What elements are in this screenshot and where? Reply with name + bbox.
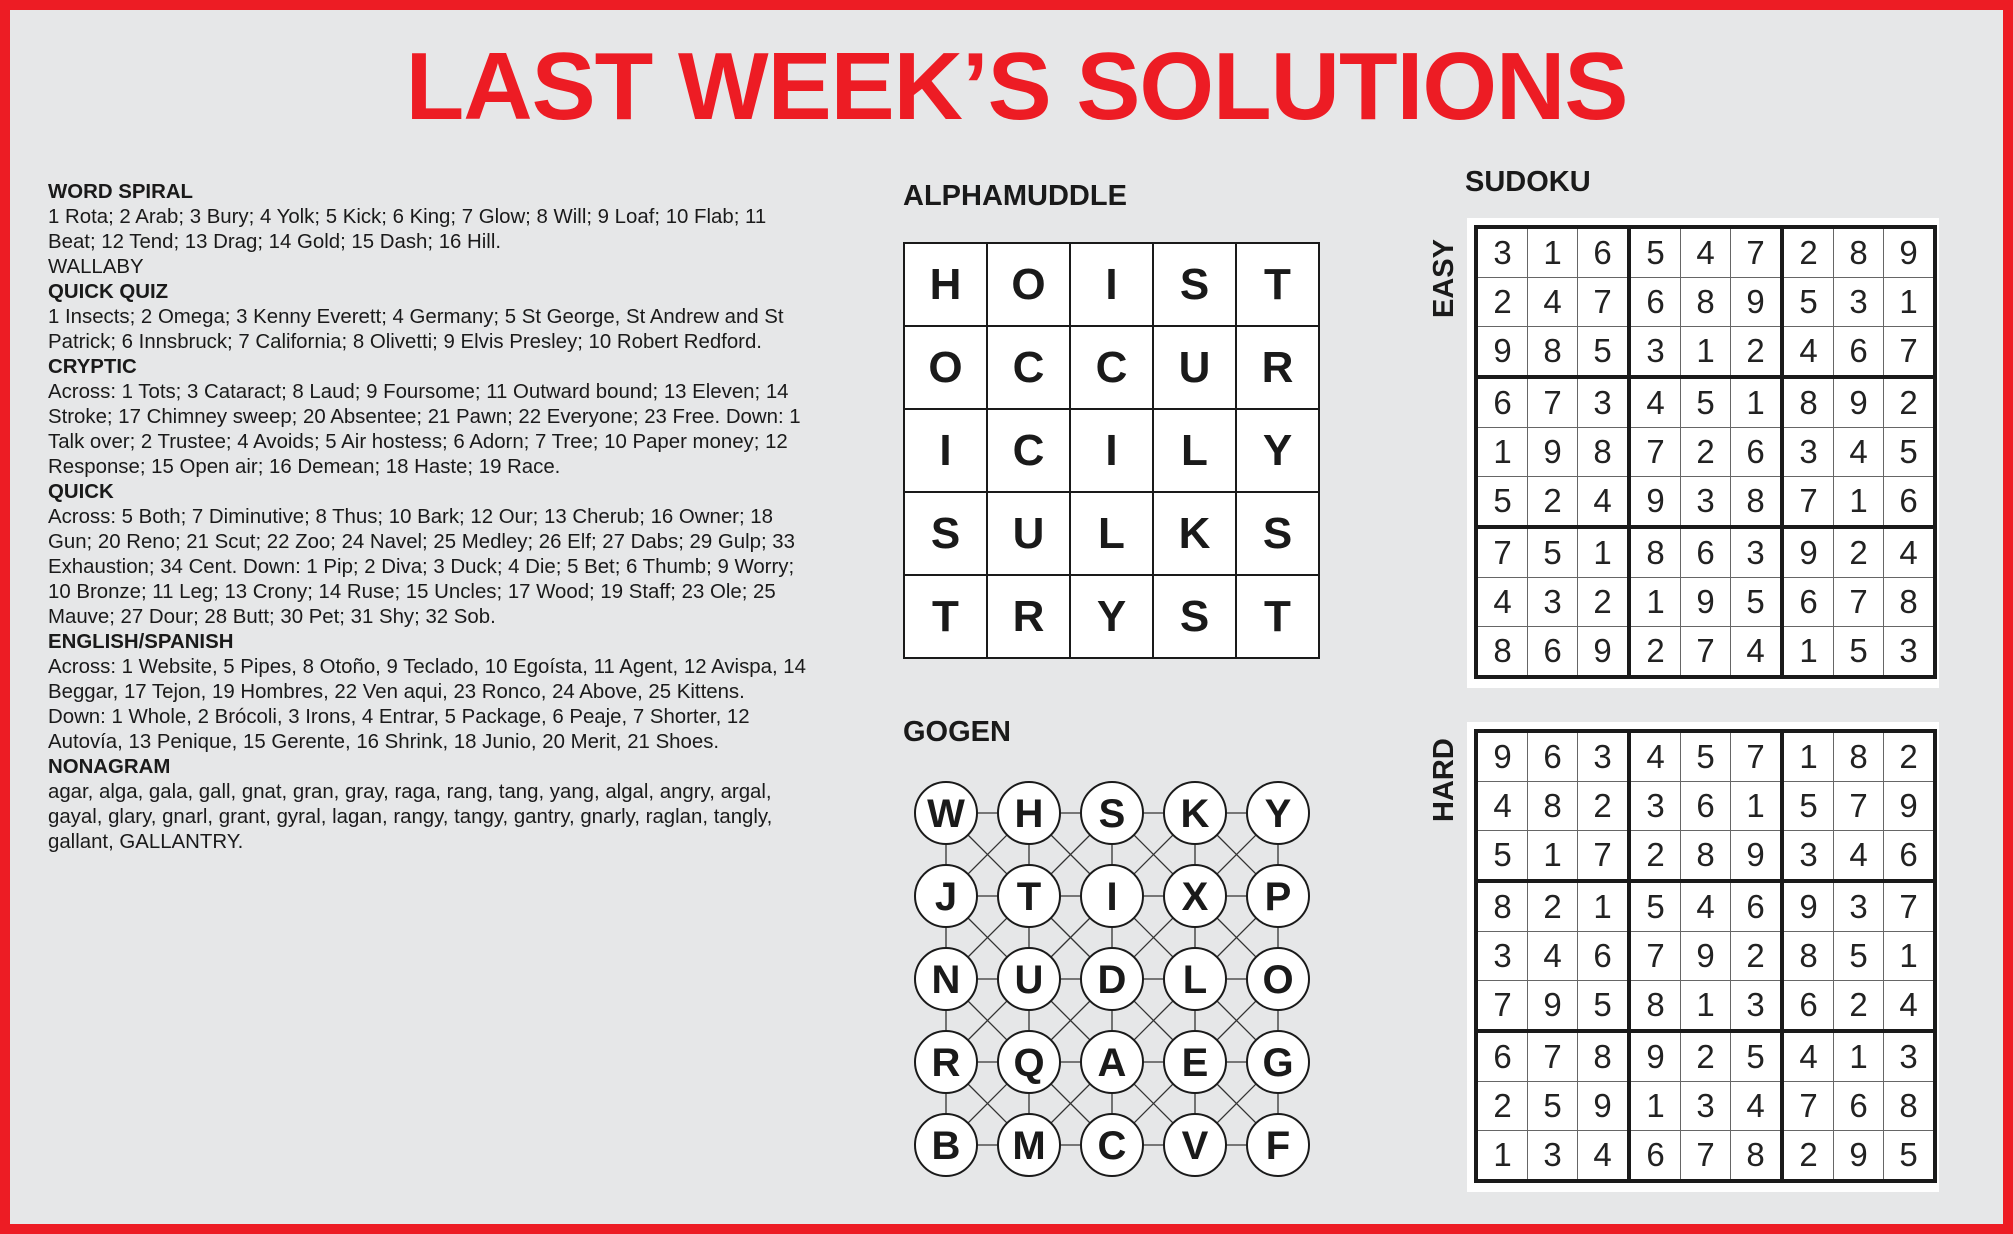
sudoku-easy-cell: 1	[1629, 578, 1681, 627]
sudoku-easy-cell: 1	[1782, 627, 1834, 678]
sudoku-hard-cell: 5	[1681, 731, 1731, 782]
sudoku-hard-cell: 7	[1782, 1082, 1834, 1131]
alphamuddle-row	[904, 492, 1319, 575]
sudoku-hard-cell: 9	[1528, 981, 1578, 1032]
sudoku-easy-cell: 3	[1629, 327, 1681, 378]
gogen-node	[915, 865, 977, 927]
sudoku-easy-cell: 4	[1884, 527, 1936, 578]
sudoku-easy-cell: 8	[1578, 428, 1630, 477]
section-text: 1 Insects; 2 Omega; 3 Kenny Everett; 4 Germany; 5 St George, St Andrew and St Patrick; 6 Innsbruck; 7 California; 8 Olivetti; 9 Elvis Presley; 10 Robert Redford.	[48, 306, 784, 353]
sudoku-easy-cell: 5	[1834, 627, 1884, 678]
gogen-letter: I	[1106, 875, 1118, 919]
alphamuddle-cell: I	[904, 409, 987, 492]
sudoku-hard-cell: 2	[1476, 1082, 1528, 1131]
gogen-letter: E	[1181, 1041, 1209, 1085]
clue-solutions	[48, 180, 808, 855]
sudoku-hard-cell: 2	[1884, 731, 1936, 782]
sudoku-hard-cell: 7	[1834, 782, 1884, 831]
sudoku-easy-cell: 4	[1731, 627, 1783, 678]
sudoku-easy-cell: 9	[1681, 578, 1731, 627]
alphamuddle-row	[904, 575, 1319, 658]
sudoku-easy-cell: 8	[1731, 477, 1783, 528]
sudoku-hard-cell: 6	[1834, 1082, 1884, 1131]
sudoku-hard-cell: 6	[1578, 932, 1630, 981]
sudoku-hard-row	[1476, 782, 1935, 831]
sudoku-easy-cell: 8	[1782, 377, 1834, 428]
sudoku-easy-row	[1476, 627, 1935, 678]
sudoku-hard-cell: 2	[1528, 881, 1578, 932]
gogen-node	[1164, 1031, 1226, 1093]
sudoku-hard-cell: 6	[1629, 1131, 1681, 1182]
section-heading: NONAGRAM	[48, 756, 171, 778]
sudoku-hard-cell: 9	[1476, 731, 1528, 782]
sudoku-easy-cell: 3	[1681, 477, 1731, 528]
gogen-letter: G	[1262, 1041, 1294, 1085]
alphamuddle-cell: R	[987, 575, 1070, 658]
sudoku-hard-label: HARD	[1428, 738, 1460, 822]
sudoku-hard-cell: 6	[1782, 981, 1834, 1032]
gogen-letter: C	[1097, 1124, 1127, 1168]
sudoku-hard-cell: 8	[1476, 881, 1528, 932]
gogen-node	[1247, 948, 1309, 1010]
sudoku-easy-cell: 5	[1782, 278, 1834, 327]
gogen-node	[915, 782, 977, 844]
sudoku-easy-cell: 8	[1629, 527, 1681, 578]
alphamuddle-cell: S	[1153, 243, 1236, 326]
sudoku-easy-cell: 1	[1528, 227, 1578, 278]
sudoku-easy-cell: 2	[1578, 578, 1630, 627]
sudoku-hard-cell: 1	[1629, 1082, 1681, 1131]
section-text: Across: 1 Website, 5 Pipes, 8 Otoño, 9 Teclado, 10 Egoísta, 11 Agent, 12 Avispa, 14 Beggar, 17 Tejon, 19 Hombres, 22 Ven aqui, 23 Ronco, 24 Above, 25 Kittens. Down: 1 Whole, 2 Brócoli, 3 Irons, 4 Entrar, 5 Package, 6 Peaje, 7 Shorter, 12 Autovía, 13 Penique, 15 Gerente, 16 Shrink, 18 Junio, 20 Merit, 21 Shoes.	[48, 656, 806, 753]
sudoku-easy-cell: 9	[1578, 627, 1630, 678]
sudoku-hard-cell: 5	[1578, 981, 1630, 1032]
sudoku-easy-cell: 3	[1476, 227, 1528, 278]
sudoku-easy-cell: 5	[1681, 377, 1731, 428]
sudoku-hard-cell: 9	[1681, 932, 1731, 981]
sudoku-easy-cell: 3	[1834, 278, 1884, 327]
sudoku-easy-cell: 8	[1681, 278, 1731, 327]
sudoku-easy-row	[1476, 278, 1935, 327]
sudoku-hard-cell: 7	[1681, 1131, 1731, 1182]
sudoku-hard-cell: 3	[1528, 1131, 1578, 1182]
gogen-letter: R	[931, 1041, 961, 1085]
sudoku-easy-cell: 7	[1884, 327, 1936, 378]
gogen-letter: O	[1262, 958, 1294, 1002]
sudoku-easy-row	[1476, 477, 1935, 528]
sudoku-hard-panel	[1467, 722, 1939, 1192]
sudoku-easy-cell: 3	[1578, 377, 1630, 428]
alphamuddle-row	[904, 326, 1319, 409]
sudoku-easy-label: EASY	[1428, 239, 1460, 318]
sudoku-easy-row	[1476, 327, 1935, 378]
alphamuddle-cell: H	[904, 243, 987, 326]
gogen-node	[1247, 1114, 1309, 1176]
gogen-letter: F	[1265, 1124, 1291, 1168]
sudoku-easy-cell: 5	[1476, 477, 1528, 528]
section-text: Across: 5 Both; 7 Diminutive; 8 Thus; 10 Bark; 12 Our; 13 Cherub; 16 Owner; 18 Gun; 20 Reno; 21 Scut; 22 Zoo; 24 Navel; 25 Medley; 26 Elf; 27 Dabs; 29 Gulp; 33 Exhaustion; 34 Cent. Down: 1 Pip; 2 Diva; 3 Duck; 4 Die; 5 Bet; 6 Thumb; 9 Worry; 10 Bronze; 11 Leg; 13 Crony; 14 Ruse; 15 Uncles; 17 Wood; 19 Staff; 23 Ole; 25 Mauve; 27 Dour; 28 Butt; 30 Pet; 31 Shy; 32 Sob.	[48, 506, 795, 628]
sudoku-hard-cell: 7	[1578, 831, 1630, 882]
section-text: agar, alga, gala, gall, gnat, gran, gray, raga, rang, tang, yang, algal, angry, argal, gayal, glary, gnarl, grant, gyral, lagan, rangy, tangy, gantry, gnarly, raglan, tangly, gallant, GALLANTRY.	[48, 781, 773, 853]
sudoku-hard-cell: 8	[1629, 981, 1681, 1032]
alphamuddle-cell: S	[1236, 492, 1319, 575]
sudoku-hard-cell: 1	[1476, 1131, 1528, 1182]
sudoku-hard-cell: 3	[1834, 881, 1884, 932]
sudoku-hard-cell: 6	[1681, 782, 1731, 831]
alphamuddle-cell: I	[1070, 243, 1153, 326]
sudoku-easy-cell: 7	[1629, 428, 1681, 477]
sudoku-hard-cell: 4	[1578, 1131, 1630, 1182]
sudoku-hard-cell: 8	[1681, 831, 1731, 882]
sudoku-hard-cell: 8	[1731, 1131, 1783, 1182]
sudoku-easy-cell: 7	[1731, 227, 1783, 278]
gogen-letter: X	[1181, 875, 1209, 919]
sudoku-easy-cell: 7	[1681, 627, 1731, 678]
section-heading: QUICK	[48, 481, 114, 503]
sudoku-easy-cell: 6	[1782, 578, 1834, 627]
gogen-letter: L	[1182, 958, 1208, 1002]
sudoku-easy-cell: 9	[1528, 428, 1578, 477]
sudoku-easy-cell: 5	[1629, 227, 1681, 278]
gogen-letter: A	[1097, 1041, 1127, 1085]
sudoku-hard-grid	[1474, 729, 1937, 1183]
sudoku-hard-cell: 7	[1528, 1031, 1578, 1082]
sudoku-easy-cell: 4	[1681, 227, 1731, 278]
alphamuddle-cell: U	[1153, 326, 1236, 409]
sudoku-easy-cell: 2	[1629, 627, 1681, 678]
sudoku-hard-cell: 6	[1476, 1031, 1528, 1082]
sudoku-hard-cell: 9	[1731, 831, 1783, 882]
sudoku-hard-row	[1476, 981, 1935, 1032]
sudoku-easy-cell: 9	[1834, 377, 1884, 428]
gogen-node	[915, 1031, 977, 1093]
sudoku-easy-grid	[1474, 225, 1937, 679]
sudoku-easy-cell: 1	[1578, 527, 1630, 578]
page-title: LAST WEEK’S SOLUTIONS	[405, 33, 1628, 140]
sudoku-easy-cell: 6	[1681, 527, 1731, 578]
gogen-node	[915, 948, 977, 1010]
sudoku-hard-cell: 4	[1528, 932, 1578, 981]
sudoku-hard-cell: 9	[1629, 1031, 1681, 1082]
sudoku-easy-cell: 7	[1578, 278, 1630, 327]
sudoku-easy-cell: 7	[1528, 377, 1578, 428]
sudoku-easy-cell: 4	[1528, 278, 1578, 327]
sudoku-hard-cell: 4	[1731, 1082, 1783, 1131]
gogen-node	[1081, 782, 1143, 844]
sudoku-easy-cell: 3	[1782, 428, 1834, 477]
sudoku-hard-cell: 6	[1884, 831, 1936, 882]
section-heading: QUICK QUIZ	[48, 281, 169, 303]
gogen-letter: V	[1181, 1124, 1209, 1168]
sudoku-easy-cell: 2	[1681, 428, 1731, 477]
sudoku-hard-row	[1476, 932, 1935, 981]
sudoku-hard-cell: 8	[1884, 1082, 1936, 1131]
sudoku-easy-cell: 5	[1578, 327, 1630, 378]
sudoku-easy-cell: 6	[1884, 477, 1936, 528]
sudoku-hard-cell: 5	[1834, 932, 1884, 981]
sudoku-hard-cell: 8	[1782, 932, 1834, 981]
gogen-node	[915, 1114, 977, 1176]
sudoku-hard-cell: 6	[1528, 731, 1578, 782]
sudoku-hard-cell: 1	[1731, 782, 1783, 831]
alphamuddle-cell: U	[987, 492, 1070, 575]
gogen-node	[1081, 865, 1143, 927]
gogen-node	[1164, 1114, 1226, 1176]
sudoku-easy-cell: 1	[1681, 327, 1731, 378]
sudoku-hard-cell: 1	[1681, 981, 1731, 1032]
sudoku-easy-cell: 5	[1884, 428, 1936, 477]
sudoku-easy-cell: 7	[1476, 527, 1528, 578]
section-text: 1 Rota; 2 Arab; 3 Bury; 4 Yolk; 5 Kick; 6 King; 7 Glow; 8 Will; 9 Loaf; 10 Flab; 11 Beat; 12 Tend; 13 Drag; 14 Gold; 15 Dash; 16 Hill.	[48, 206, 767, 253]
sudoku-easy-cell: 4	[1476, 578, 1528, 627]
sudoku-hard-row	[1476, 1131, 1935, 1182]
sudoku-hard-cell: 1	[1578, 881, 1630, 932]
alphamuddle-label: ALPHAMUDDLE	[903, 180, 1127, 212]
sudoku-easy-cell: 9	[1476, 327, 1528, 378]
sudoku-hard-cell: 3	[1731, 981, 1783, 1032]
section-heading: WORD SPIRAL	[48, 181, 193, 203]
sudoku-easy-cell: 6	[1731, 428, 1783, 477]
sudoku-easy-row	[1476, 578, 1935, 627]
alphamuddle-cell: T	[904, 575, 987, 658]
alphamuddle-row	[904, 243, 1319, 326]
sudoku-easy-cell: 6	[1629, 278, 1681, 327]
gogen-grid	[906, 773, 1316, 1183]
alphamuddle-cell: S	[904, 492, 987, 575]
alphamuddle-cell: O	[987, 243, 1070, 326]
sudoku-easy-row	[1476, 227, 1935, 278]
section-heading: CRYPTIC	[48, 356, 137, 378]
sudoku-easy-cell: 8	[1528, 327, 1578, 378]
sudoku-hard-cell: 7	[1884, 881, 1936, 932]
gogen-node	[998, 1031, 1060, 1093]
sudoku-hard-cell: 3	[1476, 932, 1528, 981]
gogen-node	[1247, 1031, 1309, 1093]
sudoku-hard-cell: 6	[1731, 881, 1783, 932]
sudoku-easy-cell: 9	[1629, 477, 1681, 528]
gogen-letter: K	[1180, 792, 1210, 836]
sudoku-easy-cell: 6	[1476, 377, 1528, 428]
sudoku-easy-cell: 3	[1528, 578, 1578, 627]
gogen-letter: W	[927, 792, 965, 836]
alphamuddle-cell: T	[1236, 243, 1319, 326]
sudoku-hard-cell: 7	[1476, 981, 1528, 1032]
sudoku-easy-cell: 6	[1578, 227, 1630, 278]
sudoku-hard-cell: 1	[1884, 932, 1936, 981]
section-text: WALLABY	[48, 256, 144, 278]
alphamuddle-cell: C	[987, 409, 1070, 492]
alphamuddle-cell: I	[1070, 409, 1153, 492]
gogen-letter: H	[1014, 792, 1044, 836]
sudoku-hard-cell: 9	[1782, 881, 1834, 932]
alphamuddle-cell: L	[1070, 492, 1153, 575]
sudoku-hard-cell: 1	[1834, 1031, 1884, 1082]
gogen-node	[1164, 782, 1226, 844]
sudoku-easy-cell: 8	[1884, 578, 1936, 627]
sudoku-hard-cell: 5	[1884, 1131, 1936, 1182]
gogen-letter: T	[1016, 875, 1042, 919]
gogen-node	[1247, 782, 1309, 844]
sudoku-hard-row	[1476, 1082, 1935, 1131]
sudoku-easy-cell: 6	[1528, 627, 1578, 678]
sudoku-easy-cell: 2	[1834, 527, 1884, 578]
sudoku-easy-row	[1476, 428, 1935, 477]
sudoku-hard-row	[1476, 831, 1935, 882]
gogen-node	[998, 782, 1060, 844]
sudoku-easy-cell: 4	[1629, 377, 1681, 428]
alphamuddle-cell: K	[1153, 492, 1236, 575]
sudoku-easy-cell: 8	[1476, 627, 1528, 678]
gogen-node	[1247, 865, 1309, 927]
sudoku-easy-cell: 1	[1834, 477, 1884, 528]
sudoku-hard-row	[1476, 881, 1935, 932]
sudoku-hard-cell: 3	[1578, 731, 1630, 782]
gogen-letter: D	[1097, 958, 1127, 1002]
gogen-node	[1164, 948, 1226, 1010]
sudoku-hard-cell: 4	[1476, 782, 1528, 831]
sudoku-easy-cell: 3	[1884, 627, 1936, 678]
sudoku-hard-cell: 7	[1629, 932, 1681, 981]
sudoku-hard-cell: 9	[1884, 782, 1936, 831]
sudoku-easy-cell: 1	[1731, 377, 1783, 428]
sudoku-hard-cell: 5	[1731, 1031, 1783, 1082]
sudoku-easy-cell: 1	[1476, 428, 1528, 477]
sudoku-hard-cell: 8	[1528, 782, 1578, 831]
gogen-letter: Q	[1013, 1041, 1045, 1085]
sudoku-hard-cell: 5	[1782, 782, 1834, 831]
sudoku-hard-cell: 2	[1578, 782, 1630, 831]
sudoku-hard-cell: 4	[1834, 831, 1884, 882]
gogen-letter: S	[1098, 792, 1126, 836]
gogen-node	[998, 1114, 1060, 1176]
sudoku-easy-cell: 2	[1476, 278, 1528, 327]
sudoku-easy-cell: 6	[1834, 327, 1884, 378]
sudoku-hard-row	[1476, 1031, 1935, 1082]
gogen-letter: Y	[1264, 792, 1292, 836]
sudoku-hard-cell: 3	[1629, 782, 1681, 831]
sudoku-easy-cell: 5	[1528, 527, 1578, 578]
sudoku-easy-cell: 2	[1528, 477, 1578, 528]
sudoku-easy-row	[1476, 377, 1935, 428]
sudoku-hard-cell: 2	[1731, 932, 1783, 981]
alphamuddle-cell: C	[987, 326, 1070, 409]
alphamuddle-cell: S	[1153, 575, 1236, 658]
sudoku-hard-cell: 4	[1629, 731, 1681, 782]
alphamuddle-grid	[903, 242, 1320, 659]
gogen-node	[998, 865, 1060, 927]
gogen-letter: M	[1012, 1124, 1046, 1168]
sudoku-hard-cell: 4	[1782, 1031, 1834, 1082]
sudoku-easy-cell: 5	[1731, 578, 1783, 627]
sudoku-hard-cell: 9	[1578, 1082, 1630, 1131]
gogen-node	[998, 948, 1060, 1010]
gogen-node	[1081, 1031, 1143, 1093]
alphamuddle-cell: Y	[1070, 575, 1153, 658]
sudoku-hard-cell: 2	[1782, 1131, 1834, 1182]
sudoku-hard-cell: 5	[1476, 831, 1528, 882]
sudoku-hard-cell: 2	[1834, 981, 1884, 1032]
gogen-letter: B	[931, 1124, 961, 1168]
alphamuddle-cell: Y	[1236, 409, 1319, 492]
alphamuddle-row	[904, 409, 1319, 492]
sudoku-hard-cell: 1	[1528, 831, 1578, 882]
sudoku-hard-cell: 2	[1681, 1031, 1731, 1082]
sudoku-hard-cell: 5	[1629, 881, 1681, 932]
section-heading: ENGLISH/SPANISH	[48, 631, 234, 653]
sudoku-easy-cell: 2	[1731, 327, 1783, 378]
sudoku-hard-cell: 8	[1834, 731, 1884, 782]
sudoku-hard-cell: 2	[1629, 831, 1681, 882]
gogen-letter: P	[1264, 875, 1292, 919]
sudoku-label: SUDOKU	[1465, 166, 1591, 198]
sudoku-hard-row	[1476, 731, 1935, 782]
gogen-letter: N	[931, 958, 961, 1002]
sudoku-easy-cell: 4	[1578, 477, 1630, 528]
sudoku-easy-cell: 7	[1782, 477, 1834, 528]
gogen-node	[1164, 865, 1226, 927]
gogen-letter: J	[934, 875, 958, 919]
sudoku-hard-cell: 3	[1884, 1031, 1936, 1082]
gogen-label: GOGEN	[903, 716, 1011, 748]
sudoku-easy-cell: 3	[1731, 527, 1783, 578]
alphamuddle-cell: C	[1070, 326, 1153, 409]
sudoku-hard-cell: 3	[1681, 1082, 1731, 1131]
sudoku-easy-cell: 7	[1834, 578, 1884, 627]
sudoku-hard-cell: 4	[1884, 981, 1936, 1032]
alphamuddle-cell: L	[1153, 409, 1236, 492]
gogen-node	[1081, 1114, 1143, 1176]
sudoku-easy-cell: 8	[1834, 227, 1884, 278]
section-text: Across: 1 Tots; 3 Cataract; 8 Laud; 9 Foursome; 11 Outward bound; 13 Eleven; 14 Stroke; 17 Chimney sweep; 20 Absentee; 21 Pawn; 22 Everyone; 23 Free. Down: 1 Talk over; 2 Trustee; 4 Avoids; 5 Air hostess; 6 Adorn; 7 Tree; 10 Paper money; 12 Response; 15 Open air; 16 Demean; 18 Haste; 19 Race.	[48, 381, 801, 478]
sudoku-hard-cell: 7	[1731, 731, 1783, 782]
alphamuddle-cell: R	[1236, 326, 1319, 409]
gogen-node	[1081, 948, 1143, 1010]
alphamuddle-cell: T	[1236, 575, 1319, 658]
sudoku-easy-row	[1476, 527, 1935, 578]
sudoku-hard-cell: 8	[1578, 1031, 1630, 1082]
alphamuddle-cell: O	[904, 326, 987, 409]
sudoku-hard-cell: 1	[1782, 731, 1834, 782]
gogen-letter: U	[1014, 958, 1044, 1002]
sudoku-easy-cell: 9	[1884, 227, 1936, 278]
sudoku-easy-cell: 9	[1782, 527, 1834, 578]
sudoku-easy-cell: 1	[1884, 278, 1936, 327]
sudoku-hard-cell: 9	[1834, 1131, 1884, 1182]
sudoku-easy-cell: 2	[1782, 227, 1834, 278]
sudoku-easy-cell: 9	[1731, 278, 1783, 327]
sudoku-easy-cell: 4	[1834, 428, 1884, 477]
sudoku-easy-cell: 2	[1884, 377, 1936, 428]
sudoku-hard-cell: 4	[1681, 881, 1731, 932]
sudoku-hard-cell: 5	[1528, 1082, 1578, 1131]
sudoku-easy-cell: 4	[1782, 327, 1834, 378]
sudoku-easy-panel	[1467, 218, 1939, 688]
sudoku-hard-cell: 3	[1782, 831, 1834, 882]
